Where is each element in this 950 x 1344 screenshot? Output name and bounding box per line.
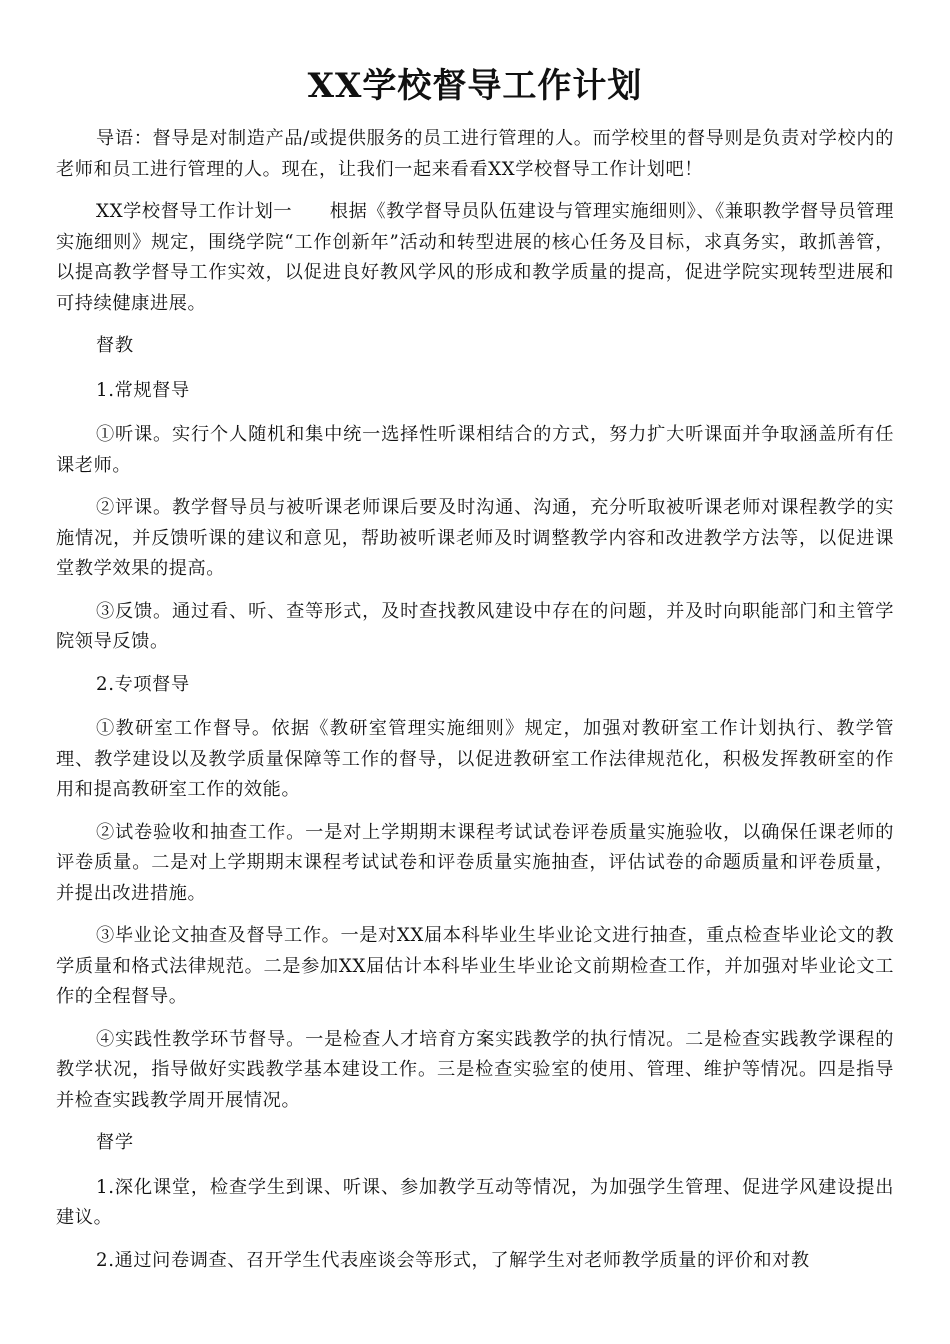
document-body: [56, 124, 894, 1276]
paragraph-evaluate-class: ②评课。教学督导员与被听课老师课后要及时沟通、沟通，充分听取被听课老师对课程教学的实施情况，并反馈听课的建议和意见，帮助被听课老师及时调整教学内容和改进教学方法等，以促进课堂教学效果的提高。: [56, 497, 894, 579]
plan-one-paragraph: XX学校督导工作计划一 根据《教学督导员队伍建设与管理实施细则》、《兼职教学督导员管理实施细则》规定，围绕学院“工作创新年”活动和转型进展的核心任务及目标，求真务实，敢抓善管，以提高教学督导工作实效，以促进良好教风学风的形成和教学质量的提高，促进学院实现转型进展和可持续健康进展。: [56, 201, 895, 314]
section-heading-duxue: 督学: [96, 1132, 134, 1153]
paragraph-teaching-office: ①教研室工作督导。依据《教研室管理实施细则》规定，加强对教研室工作计划执行、教学管理、教学建设以及教学质量保障等工作的督导，以促进教研室工作法律规范化，积极发挥教研室的作用和提高教研室工作的效能。: [56, 718, 894, 800]
section-heading-dujiao: 督教: [96, 335, 134, 356]
subsection-heading-routine: 1.常规督导: [96, 379, 190, 401]
paragraph-classroom: 1.深化课堂，检查学生到课、听课、参加教学互动等情况，为加强学生管理、促进学风建设提出建议。: [56, 1176, 894, 1228]
subsection-heading-special: 2.专项督导: [96, 673, 190, 695]
intro-paragraph: 导语：督导是对制造产品/或提供服务的员工进行管理的人。而学校里的督导则是负责对学校内的老师和员工进行管理的人。现在，让我们一起来看看XX学校督导工作计划吧！: [56, 128, 894, 180]
paragraph-listen-class: ①听课。实行个人随机和集中统一选择性听课相结合的方式，努力扩大听课面并争取涵盖所有任课老师。: [56, 424, 894, 476]
paragraph-exam-check: ②试卷验收和抽查工作。一是对上学期期末课程考试试卷评卷质量实施验收，以确保任课老师的评卷质量。二是对上学期期末课程考试试卷和评卷质量实施抽查，评估试卷的命题质量和评卷质量，并提出改进措施。: [56, 821, 894, 904]
paragraph-survey: 2.通过问卷调查、召开学生代表座谈会等形式，了解学生对老师教学质量的评价和对教: [96, 1249, 810, 1271]
paragraph-practice-teaching: ④实践性教学环节督导。一是检查人才培育方案实践教学的执行情况。二是检查实践教学课程的教学状况，指导做好实践教学基本建设工作。三是检查实验室的使用、管理、维护等情况。四是指导并检查实践教学周开展情况。: [56, 1028, 894, 1111]
document-title: XX学校督导工作计划: [307, 66, 643, 106]
paragraph-thesis-check: ③毕业论文抽查及督导工作。一是对XX届本科毕业生毕业论文进行抽查，重点检查毕业论文的教学质量和格式法律规范。二是参加XX届估计本科毕业生毕业论文前期检查工作，并加强对毕业论文工作的全程督导。: [56, 925, 894, 1007]
paragraph-feedback: ③反馈。通过看、听、查等形式，及时查找教风建设中存在的问题，并及时向职能部门和主管学院领导反馈。: [56, 600, 894, 652]
